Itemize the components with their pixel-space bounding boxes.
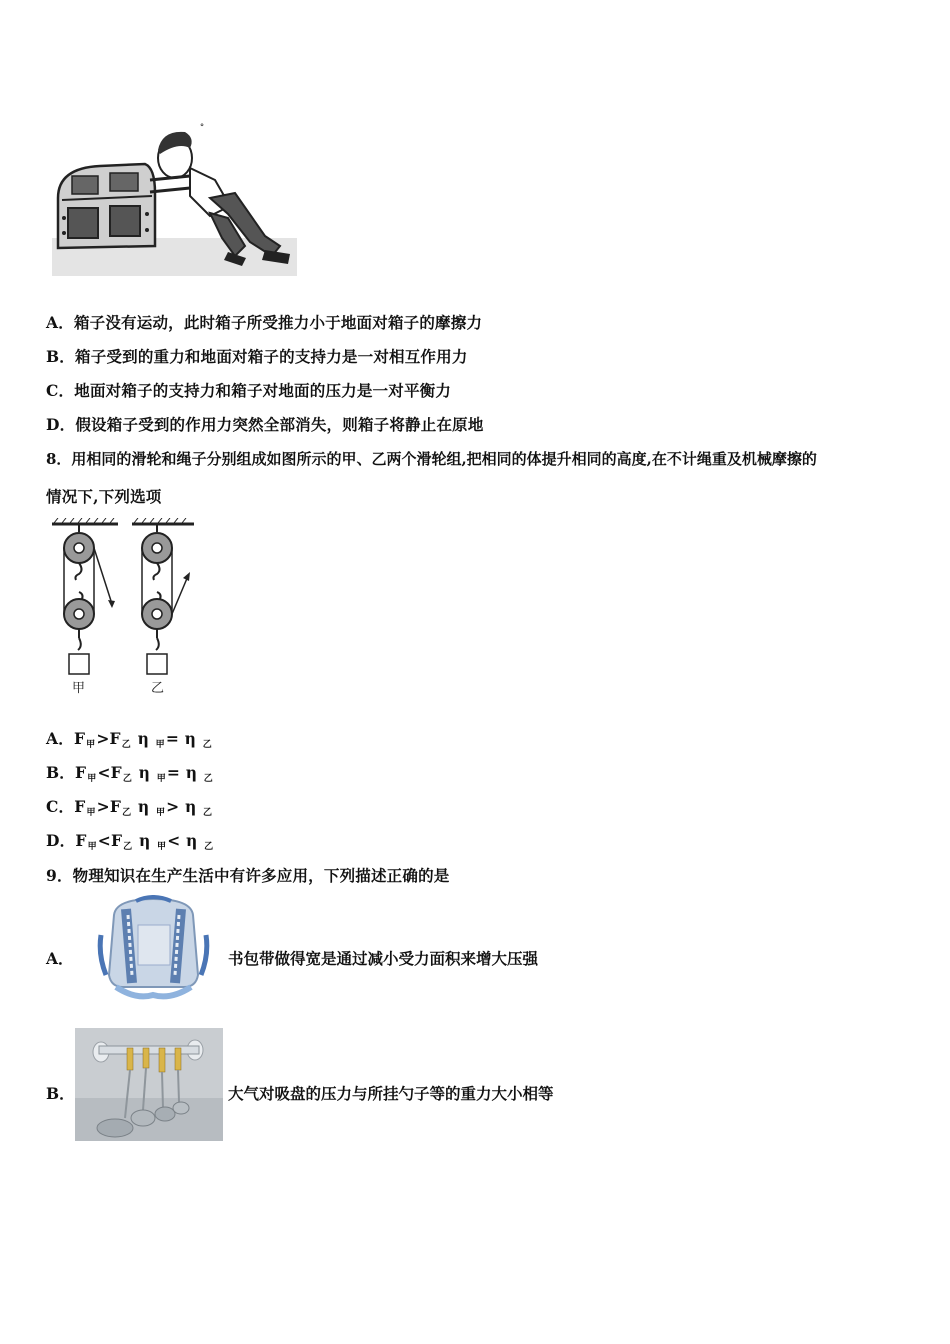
- q7-option-c[interactable]: C．地面对箱子的支持力和箱子对地面的压力是一对平衡力: [46, 381, 452, 400]
- q9-option-a-label[interactable]: A．: [46, 949, 74, 968]
- man-pushing-box-figure: [50, 118, 300, 280]
- q7-option-a[interactable]: A．箱子没有运动，此时箱子所受推力小于地面对箱子的摩擦力: [46, 313, 483, 332]
- q8-stem-line1: 8．用相同的滑轮和绳子分别组成如图所示的甲、乙两个滑轮组,把相同的体提升相同的高度,在不计绳重及机械摩擦的: [46, 450, 817, 468]
- q7-option-b[interactable]: B．箱子受到的重力和地面对箱子的支持力是一对相互作用力: [46, 347, 468, 366]
- backpack-image: [96, 895, 211, 1005]
- q8-option-a[interactable]: A．F甲>F乙 η 甲= η 乙: [46, 729, 212, 750]
- q9-option-a-text: 书包带做得宽是通过减小受力面积来增大压强: [228, 949, 539, 968]
- q7-option-d[interactable]: D．假设箱子受到的作用力突然全部消失，则箱子将静止在原地: [46, 415, 484, 434]
- suction-rack-spoons-image: [75, 1028, 223, 1141]
- svg-text:ᐤ: ᐤ: [200, 122, 204, 133]
- q9-option-b-label[interactable]: B．: [46, 1084, 75, 1103]
- label-jia: 甲: [72, 681, 86, 696]
- label-yi: 乙: [151, 681, 165, 696]
- pulley-systems-figure: [48, 518, 198, 698]
- q9-option-b-text: 大气对吸盘的压力与所挂勺子等的重力大小相等: [228, 1084, 554, 1103]
- q8-option-c[interactable]: C．F甲>F乙 η 甲> η 乙: [46, 797, 213, 818]
- q8-option-d[interactable]: D．F甲<F乙 η 甲< η 乙: [46, 831, 214, 852]
- q8-stem-line2: 情况下,下列选项: [46, 487, 162, 506]
- q9-stem: 9．物理知识在生产生活中有许多应用，下列描述正确的是: [46, 866, 450, 885]
- q8-option-b[interactable]: B．F甲<F乙 η 甲= η 乙: [46, 763, 213, 784]
